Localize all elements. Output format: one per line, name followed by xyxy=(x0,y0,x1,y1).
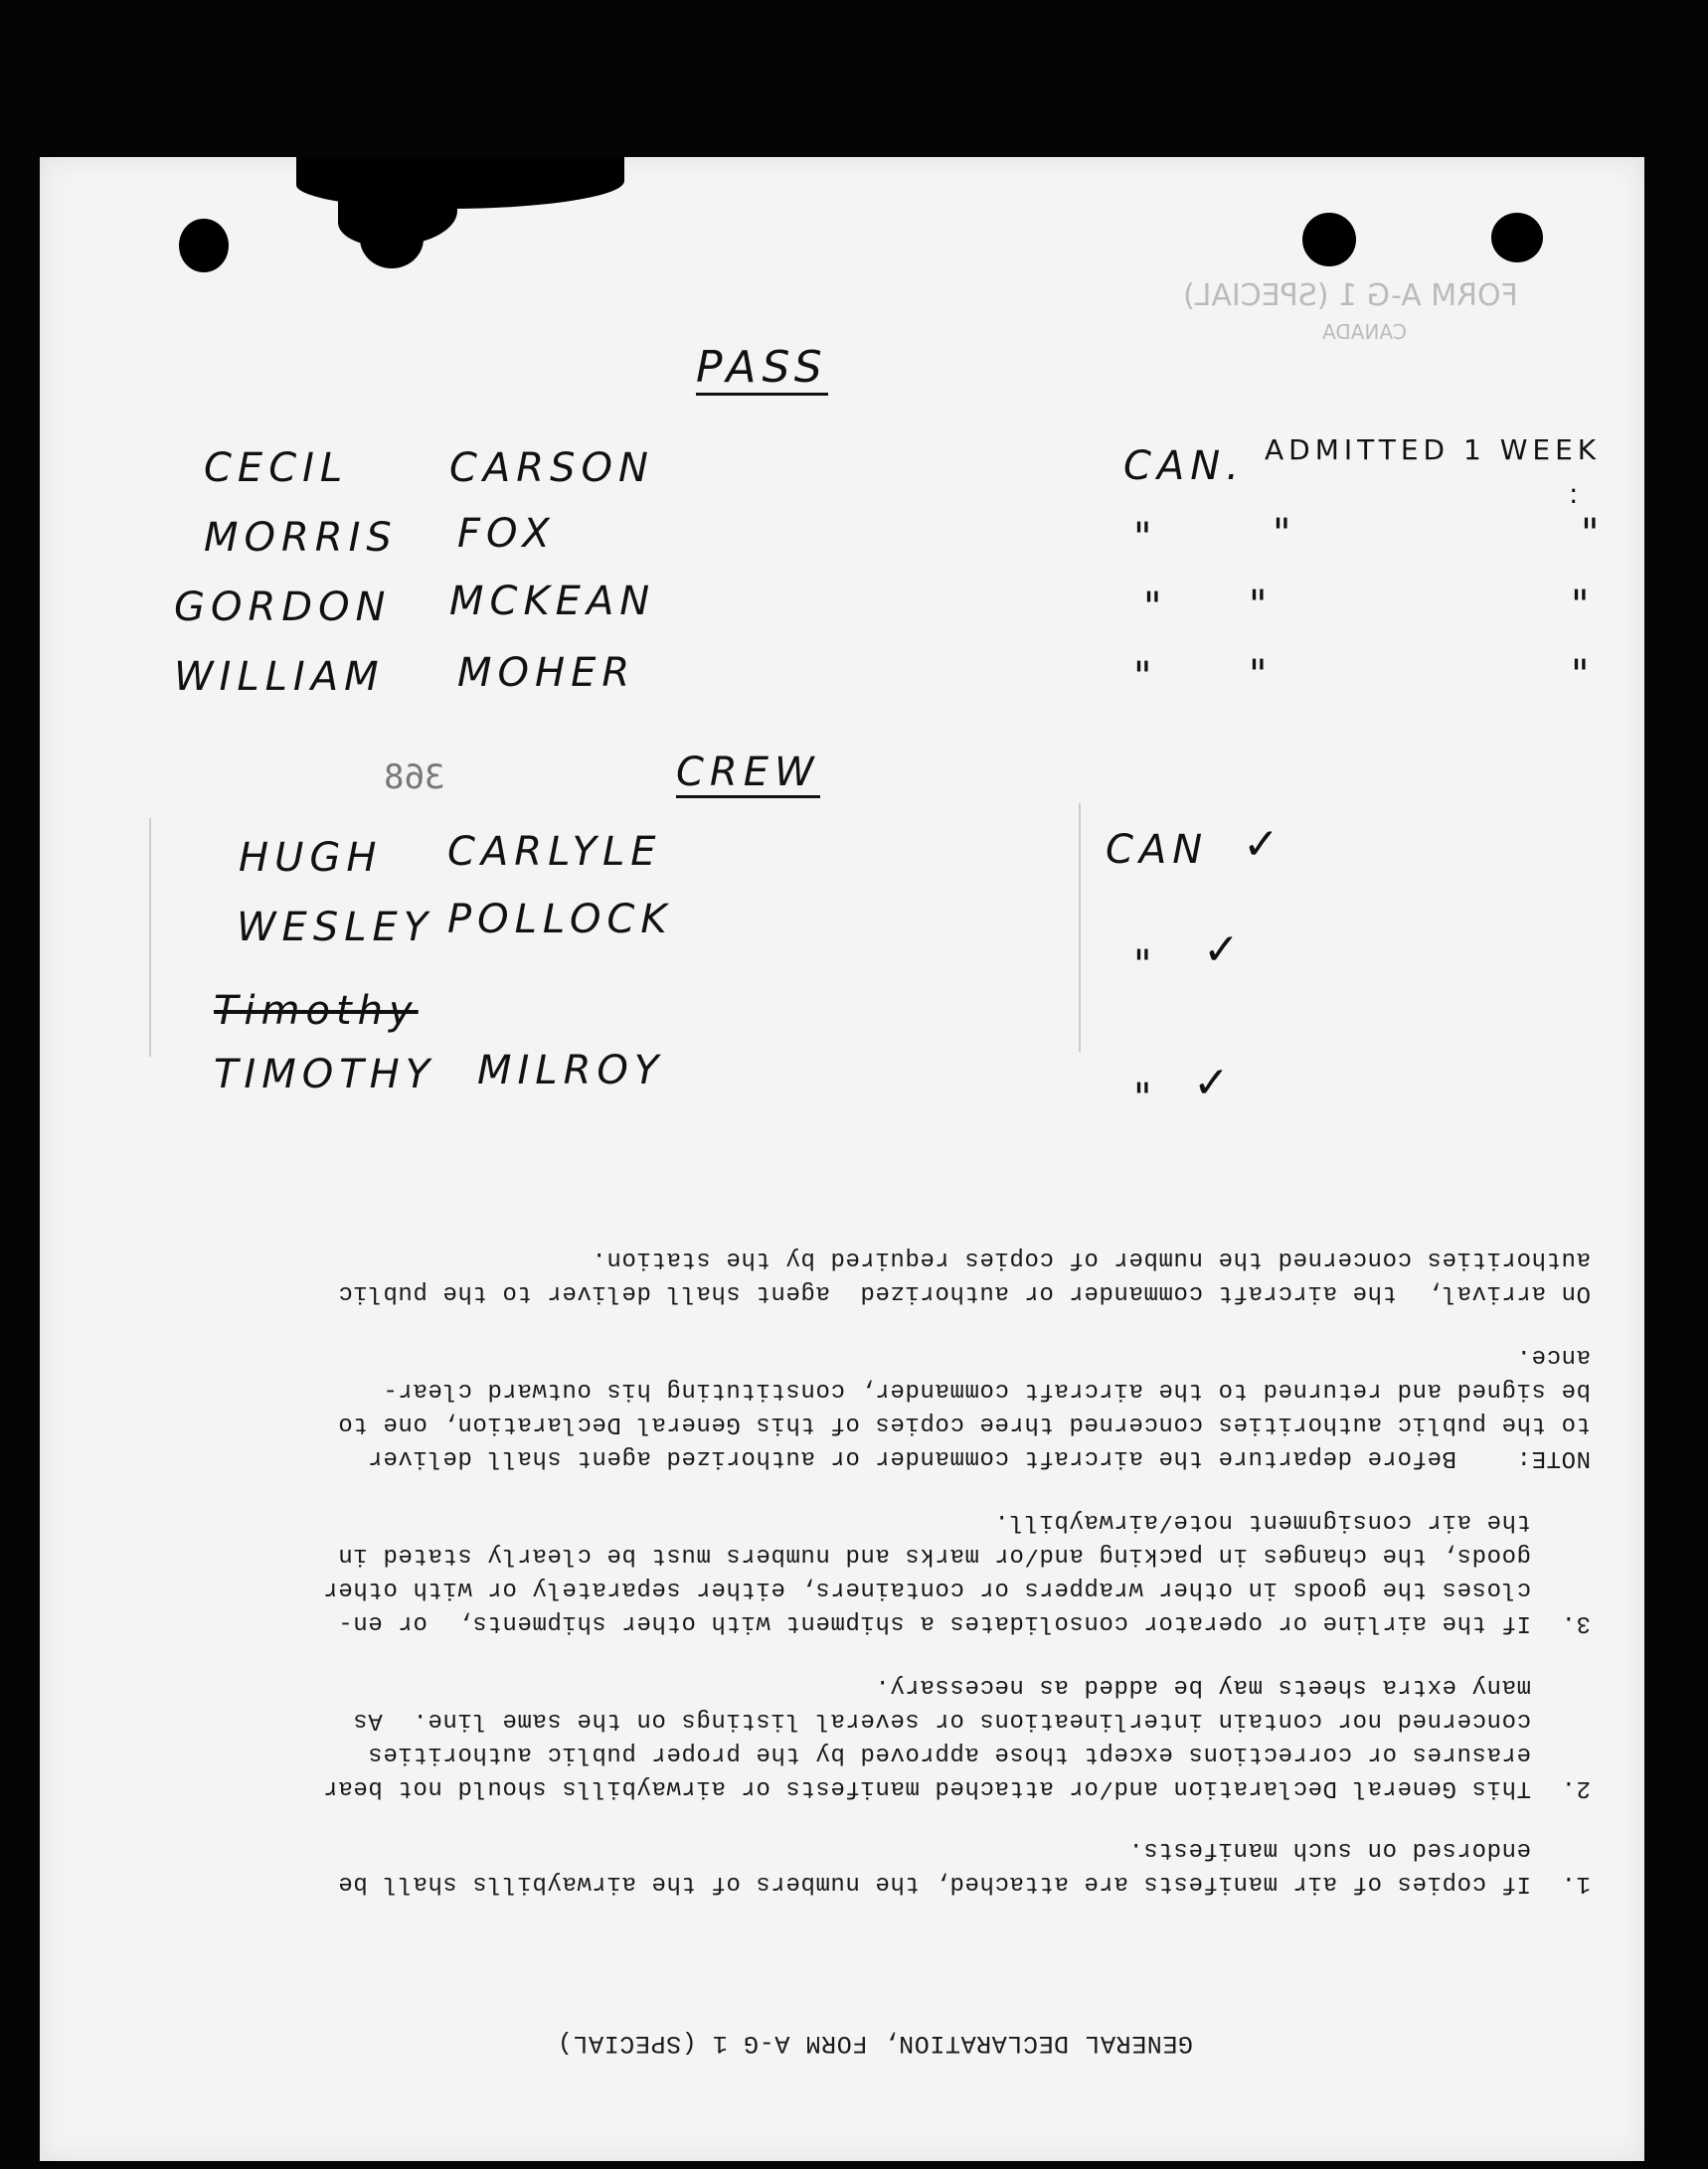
colon-mark: : xyxy=(1569,477,1584,510)
crew-2-first-name: WESLEY xyxy=(237,905,434,950)
printed-line-12: to the public authorities concerned three copies of this General Declaration, one to xyxy=(337,1411,1591,1437)
passenger-1-nationality: CAN. xyxy=(1123,443,1245,489)
punch-hole-left xyxy=(179,219,229,272)
passengers-heading: PASS xyxy=(696,342,828,396)
passenger-1-note: ADMITTED 1 WEEK xyxy=(1265,433,1602,466)
printed-line-1: 1. If copies of air manifests are attached, the numbers of the airwaybills shall be xyxy=(337,1870,1591,1897)
torn-paper-area-2 xyxy=(338,187,457,247)
crew-heading: CREW xyxy=(676,750,820,798)
crew-1-check-mark: ✓ xyxy=(1243,819,1280,870)
crew-2-nationality: " xyxy=(1133,942,1158,988)
stamp-number: 368 xyxy=(384,757,445,797)
crew-3-first-name: TIMOTHY xyxy=(214,1052,436,1097)
passenger-3-note: " xyxy=(1249,583,1274,628)
printed-line-6: many extra sheets may be added as necessary. xyxy=(874,1673,1591,1700)
punch-hole-center-right xyxy=(1302,213,1356,266)
passenger-2-note: " xyxy=(1273,511,1297,557)
printed-line-15: On arrival, the aircraft commander or authorized agent shall deliver to the public xyxy=(337,1279,1591,1306)
crew-1-nationality: CAN xyxy=(1106,827,1209,873)
passenger-4-note-end: " xyxy=(1571,652,1596,698)
printed-line-11: NOTE: Before departure the aircraft commander or authorized agent shall deliver xyxy=(367,1444,1591,1471)
passenger-3-nationality: " xyxy=(1143,584,1168,630)
crew-2-check-mark: ✓ xyxy=(1203,924,1240,975)
bracket-line-left xyxy=(149,818,151,1057)
printed-line-3: 2. This General Declaration and/or attached manifests or airwaybills should not bear xyxy=(322,1774,1591,1801)
punch-hole-right xyxy=(1491,213,1543,262)
bracket-line-right xyxy=(1079,803,1081,1052)
passenger-4-note: " xyxy=(1249,652,1274,698)
passenger-4-nationality: " xyxy=(1133,654,1158,700)
crew-3-nationality: " xyxy=(1133,1076,1158,1121)
passenger-4-first-name: WILLIAM xyxy=(174,654,385,700)
printed-line-16: authorities concerned the number of copies required by the station. xyxy=(591,1246,1591,1272)
passenger-1-last-name: CARSON xyxy=(449,445,654,491)
passenger-3-last-name: MCKEAN xyxy=(449,579,656,624)
bleed-through-form-label: FORM A-G 1 (SPECIAL) xyxy=(1183,278,1518,313)
passenger-4-last-name: MOHER xyxy=(457,650,636,696)
crew-3-last-name: MILROY xyxy=(477,1048,665,1093)
printed-line-9: goods, the changes in packing and/or marks and numbers must be clearly stated in xyxy=(337,1542,1591,1569)
form-title: GENERAL DECLARATION, FORM A-G 1 (SPECIAL) xyxy=(557,2029,1193,2058)
crew-struck-name: Timothy xyxy=(214,988,419,1034)
crew-3-check-mark: ✓ xyxy=(1193,1058,1230,1108)
printed-line-8: closes the goods in other wrappers or containers, either separately or with other xyxy=(322,1576,1591,1602)
crew-2-last-name: POLLOCK xyxy=(447,897,673,942)
passenger-2-first-name: MORRIS xyxy=(204,515,398,561)
crew-1-first-name: HUGH xyxy=(239,835,383,881)
passenger-3-first-name: GORDON xyxy=(174,584,392,630)
crew-1-last-name: CARLYLE xyxy=(447,829,662,875)
bleed-through-country: CANADA xyxy=(1322,320,1408,344)
printed-line-7: 3. If the airline or operator consolidates a shipment with other shipments, or en- xyxy=(337,1609,1591,1636)
printed-line-2: endorsed on such manifests. xyxy=(1127,1836,1591,1863)
printed-line-4: erasures or corrections except those approved by the proper public authorities xyxy=(367,1741,1591,1767)
passenger-2-last-name: FOX xyxy=(457,511,556,557)
passenger-2-note-end: " xyxy=(1581,511,1606,557)
document-page xyxy=(40,157,1644,2161)
passenger-3-note-end: " xyxy=(1571,583,1596,628)
printed-line-13: be signed and returned to the aircraft commander, constituting his outward clear- xyxy=(382,1377,1591,1404)
passenger-1-first-name: CECIL xyxy=(204,445,349,491)
printed-line-10: the air consignment note/airwaybill. xyxy=(993,1508,1591,1535)
printed-line-14: ance. xyxy=(1515,1343,1591,1370)
passenger-2-nationality: " xyxy=(1133,515,1158,561)
printed-line-5: concerned nor contain interlineations or several listings on the same line. As xyxy=(352,1707,1591,1734)
